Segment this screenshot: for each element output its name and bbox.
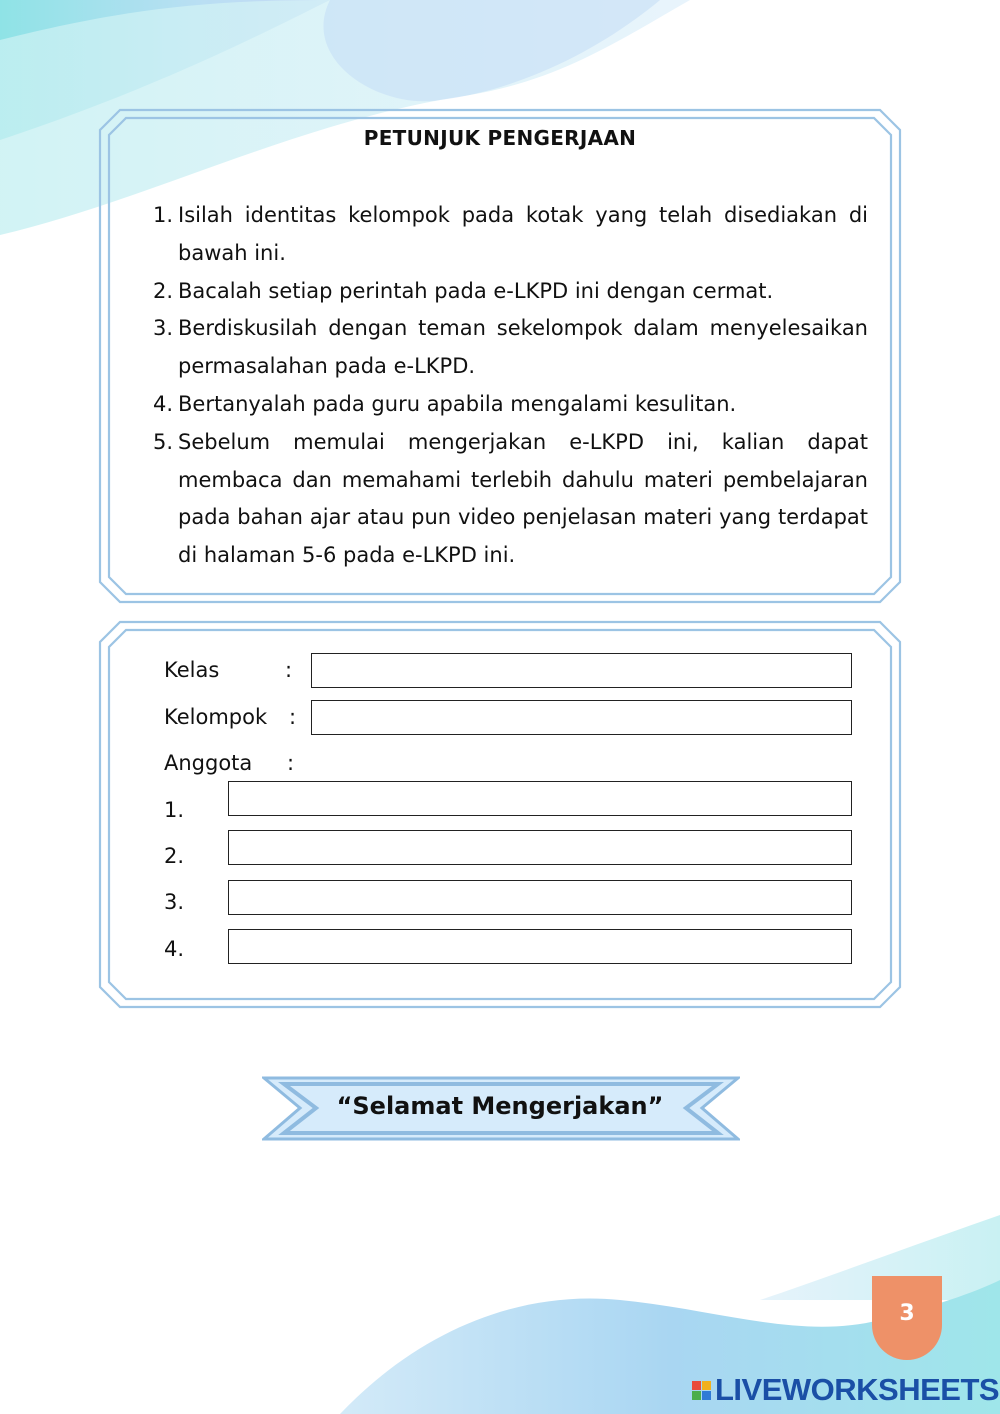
list-item	[153, 424, 868, 575]
list-item-number: 4.	[153, 391, 174, 416]
list-item-text: Bertanyalah pada guru apabila mengalami kesulitan.	[178, 391, 737, 416]
member-3-input[interactable]	[228, 880, 852, 915]
list-item	[153, 273, 868, 311]
liveworksheets-icon	[692, 1381, 711, 1400]
page-number: 3	[899, 1301, 915, 1326]
instructions-title: PETUNJUK PENGERJAAN	[363, 126, 637, 150]
list-item-number: 2.	[153, 278, 174, 303]
list-item-text: Bacalah setiap perintah pada e-LKPD ini dengan cermat.	[178, 278, 774, 303]
member-number: 3.	[164, 890, 185, 914]
kelompok-colon: :	[289, 705, 297, 729]
member-number: 1.	[164, 798, 185, 822]
liveworksheets-logo	[692, 1372, 999, 1408]
brand-text: LIVEWORKSHEETS	[715, 1372, 1000, 1407]
kelas-label: Kelas	[164, 658, 220, 682]
list-item-number: 1.	[153, 203, 174, 227]
list-item-text: Isilah identitas kelompok pada kotak yang telah disediakan di bawah ini.	[178, 203, 868, 265]
list-item-number: 5.	[153, 429, 174, 454]
list-item	[153, 310, 868, 386]
banner-text: “Selamat Mengerjakan”	[336, 1092, 664, 1120]
anggota-colon: :	[287, 751, 295, 775]
kelompok-input[interactable]	[311, 700, 852, 735]
page-number-tab	[872, 1276, 942, 1360]
list-item-text: Sebelum memulai mengerjakan e-LKPD ini, kalian dapat membaca dan memahami terlebih dahulu materi pembelajaran pada bahan ajar atau pun video penjelasan materi yang terdapat di halaman 5-6 pada e-LKPD ini.	[178, 429, 868, 568]
anggota-label: Anggota	[164, 751, 253, 775]
member-2-input[interactable]	[228, 830, 852, 865]
list-item	[153, 197, 868, 273]
list-item	[153, 386, 868, 424]
member-4-input[interactable]	[228, 929, 852, 964]
kelas-input[interactable]	[311, 653, 852, 688]
list-item-number: 3.	[153, 316, 174, 341]
kelompok-label: Kelompok	[164, 705, 268, 729]
kelas-colon: :	[285, 658, 293, 682]
member-number: 2.	[164, 844, 185, 868]
member-number: 4.	[164, 937, 185, 961]
list-item-text: Berdiskusilah dengan teman sekelompok dalam menyelesaikan permasalahan pada e-LKPD.	[178, 316, 868, 379]
instructions-list	[153, 197, 868, 575]
member-1-input[interactable]	[228, 781, 852, 816]
